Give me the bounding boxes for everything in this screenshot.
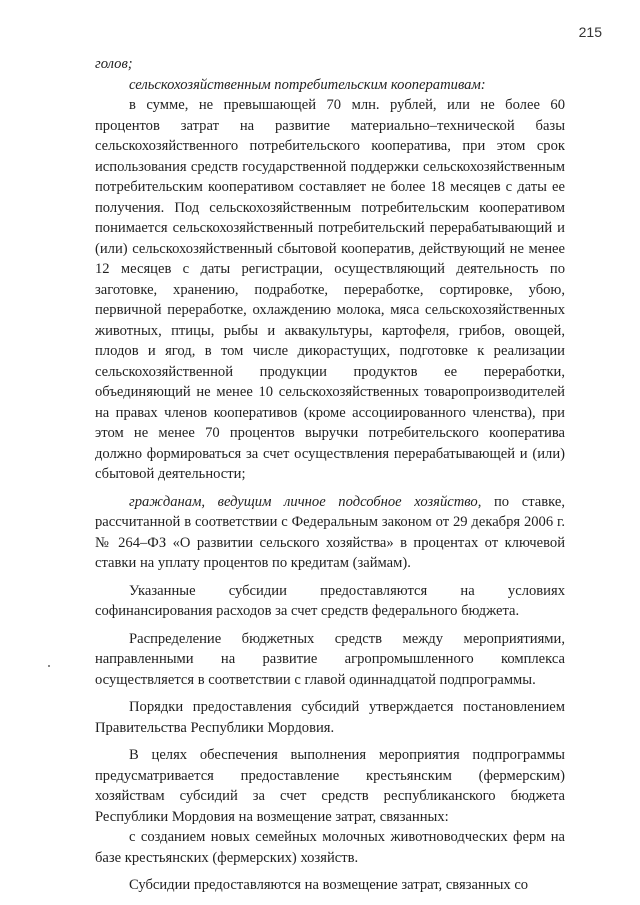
paragraph-6: Распределение бюджетных средств между мероприятиями, направленными на развитие агропромышленного комплекса осуществляется в соответствии с главой одиннадцатой подпрограммы. [95,630,565,688]
paragraph-4 [95,492,565,574]
paragraph-5: Указанные субсидии предоставляются на условиях софинансирования расходов за счет средств федерального бюджета. [95,582,565,619]
paragraph-4-rest: по ставке, рассчитанной в соответствии с Федеральным законом от 29 декабря 2006 г. № 264–ФЗ «О развитии сельского хозяйства» в процентах от ключевой ставки на уплату процентов по кредитам (займам). [95,493,565,571]
paragraph-7: Порядки предоставления субсидий утверждается постановлением Правительства Республики Мордовия. [95,699,565,736]
page-number: 215 [578,24,602,40]
paragraph-2: сельскохозяйственным потребительским кооперативам: [129,76,486,93]
paragraph-4-italic: гражданам, ведущим личное подсобное хозяйство, [129,493,482,510]
paragraph-10: Субсидии предоставляются на возмещение затрат, связанных со [129,877,529,893]
paragraph-8: В целях обеспечения выполнения мероприятия подпрограммы предусматривается предоставление крестьянским (фермерским) хозяйствам субсидий за счет средств республиканского бюджета Республики Мордовия на возмещение затрат, связанных: [95,747,565,825]
margin-speck [48,665,50,667]
paragraph-3: в сумме, не превышающей 70 млн. рублей, или не более 60 процентов затрат на развитие материально–технической базы сельскохозяйственного потребительского кооператива, при этом срок использования средств государственной поддержки сельскохозяйственным потребительским кооперативом составляет не более 18 месяцев с даты ее получения. Под сельскохозяйственным потребительским кооперативом понимается сельскохозяйственный потребительский перерабатывающий и (или) сельскохозяйственный сбытовой кооператив, действующий не менее 12 месяцев с даты регистрации, осуществляющий деятельность по заготовке, хранению, подработке, переработке, сортировке, убою, первичной переработке, охлаждению молока, мяса сельскохозяйственных животных, птицы, рыбы и аквакультуры, картофеля, грибов, овощей, плодов и ягод, в том числе дикорастущих, подготовке к реализации сельскохозяйственной продукции продуктов ее переработки, объединяющий не менее 10 сельскохозяйственных товаропроизводителей на правах членов кооперативов (кроме ассоциированного членства), при этом не менее 70 процентов выручки потребительского кооператива должно формироваться за счет осуществления перерабатывающей и (или) сбытовой деятельности; [95,97,565,482]
paragraph-1: голов; [95,56,133,72]
paragraph-9: с созданием новых семейных молочных животноводческих ферм на базе крестьянских (фермерских) хозяйств. [95,829,565,866]
document-body [95,54,565,896]
